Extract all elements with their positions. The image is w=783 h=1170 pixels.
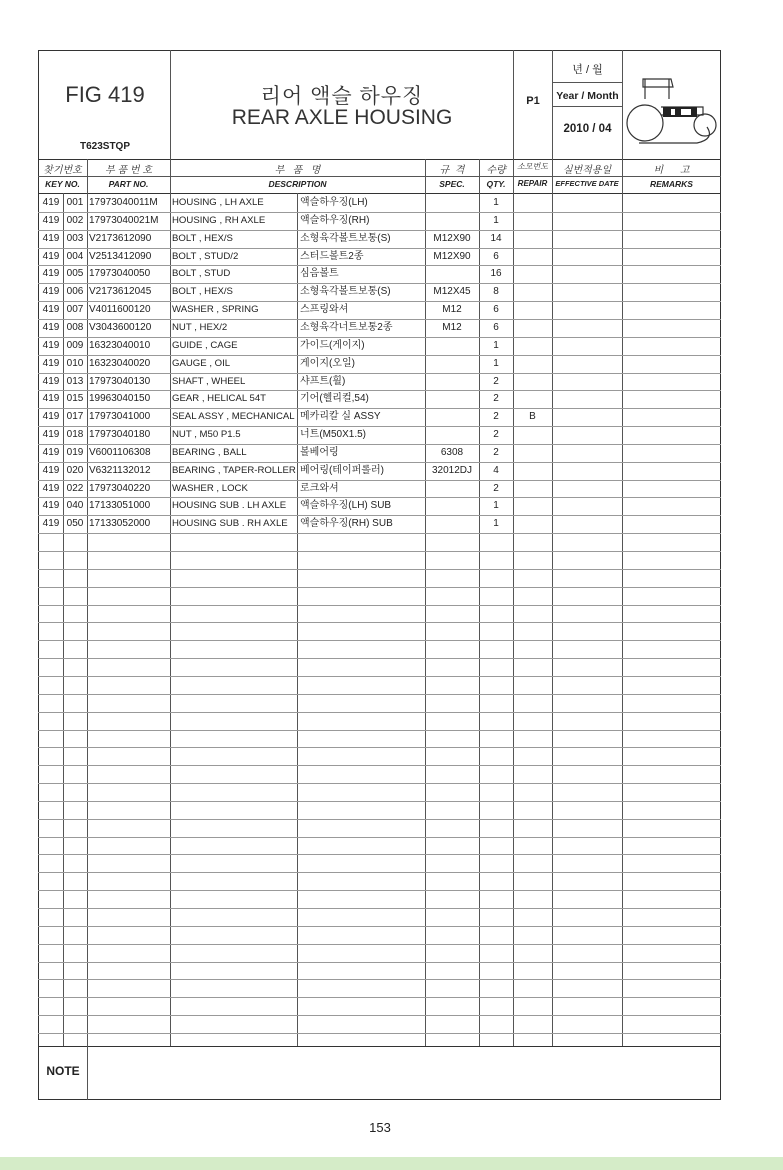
cell-repair bbox=[513, 248, 552, 266]
cell-repair bbox=[513, 373, 552, 391]
cell-key-no: 019 bbox=[66, 447, 84, 458]
cell-spec: M12 bbox=[442, 304, 462, 315]
col-line bbox=[552, 50, 553, 1046]
cell-key-no: 022 bbox=[66, 483, 84, 494]
row-rule bbox=[38, 979, 721, 980]
year-month-value: 2010 / 04 bbox=[563, 123, 612, 135]
cell-part-no: 16323040010 bbox=[89, 340, 151, 351]
header-eff-ko: 실번적용일 bbox=[562, 165, 612, 176]
header-spec-en: SPEC. bbox=[439, 179, 465, 189]
year-month-label: Year / Month bbox=[556, 90, 619, 102]
cell-qty: 6 bbox=[493, 322, 499, 333]
cell-part-no: V2173612045 bbox=[89, 286, 152, 297]
cell-spec bbox=[425, 408, 479, 426]
row-rule bbox=[38, 622, 721, 623]
cell-spec: 6308 bbox=[440, 447, 464, 458]
cell-desc-en: HOUSING SUB . LH AXLE bbox=[172, 500, 287, 511]
cell-repair bbox=[513, 444, 552, 462]
cell-desc-ko: 소형육각너트보통2종 bbox=[300, 322, 393, 333]
cell-spec: M12X90 bbox=[433, 251, 471, 262]
cell-key-no: 007 bbox=[66, 304, 84, 315]
cell-part-no: 17973040050 bbox=[89, 268, 151, 279]
row-rule bbox=[38, 926, 721, 927]
cell-desc-ko: 스프링와셔 bbox=[300, 304, 349, 315]
cell-desc-en: HOUSING , RH AXLE bbox=[172, 215, 266, 226]
cell-desc-en: WASHER , LOCK bbox=[172, 483, 248, 494]
cell-spec bbox=[425, 426, 479, 444]
cell-key-no: 001 bbox=[66, 197, 84, 208]
cell-fig: 419 bbox=[42, 429, 60, 440]
cell-part-no: 17973040130 bbox=[89, 376, 151, 387]
cell-desc-ko: 베어링(테이퍼롤러) bbox=[300, 465, 384, 476]
cell-key-no: 050 bbox=[66, 518, 84, 529]
cell-spec: M12X90 bbox=[433, 233, 471, 244]
cell-qty: 2 bbox=[493, 411, 499, 422]
cell-desc-en: BOLT , STUD bbox=[172, 268, 231, 279]
cell-repair: B bbox=[529, 411, 536, 422]
cell-qty: 2 bbox=[493, 429, 499, 440]
cell-fig: 419 bbox=[42, 268, 60, 279]
cell-repair bbox=[513, 265, 552, 283]
cell-qty: 6 bbox=[493, 304, 499, 315]
page-number: 153 bbox=[369, 1120, 391, 1135]
cell-fig: 419 bbox=[42, 393, 60, 404]
header-part-en: PART NO. bbox=[108, 179, 149, 189]
cell-repair bbox=[513, 212, 552, 230]
row-rule bbox=[38, 694, 721, 695]
cell-fig: 419 bbox=[42, 411, 60, 422]
row-rule bbox=[38, 712, 721, 713]
cell-desc-ko: 소형육각볼트보통(S) bbox=[300, 286, 391, 297]
cell-key-no: 020 bbox=[66, 465, 84, 476]
cell-desc-en: GAUGE , OIL bbox=[172, 358, 231, 369]
row-rule bbox=[38, 854, 721, 855]
cell-part-no: 17973040180 bbox=[89, 429, 151, 440]
cell-key-no: 017 bbox=[66, 411, 84, 422]
note-label: NOTE bbox=[46, 1064, 80, 1078]
cell-desc-ko: 게이지(오일) bbox=[300, 358, 355, 369]
cell-qty: 2 bbox=[493, 376, 499, 387]
cell-repair bbox=[513, 480, 552, 498]
row-rule bbox=[38, 765, 721, 766]
cell-key-no: 013 bbox=[66, 376, 84, 387]
row-rule bbox=[38, 962, 721, 963]
header-spec-ko: 규 격 bbox=[439, 165, 465, 176]
header-qty-ko: 수량 bbox=[486, 165, 506, 176]
bottom-bar bbox=[0, 1157, 783, 1170]
cell-key-no: 015 bbox=[66, 393, 84, 404]
row-rule bbox=[38, 730, 721, 731]
cell-part-no: 16323040020 bbox=[89, 358, 151, 369]
header-repair-ko: 소모번도 bbox=[517, 162, 548, 171]
year-month-korean: 년 / 월 bbox=[572, 64, 603, 76]
cell-repair bbox=[513, 497, 552, 515]
cell-part-no: 17973040220 bbox=[89, 483, 151, 494]
cell-desc-ko: 심음볼트 bbox=[300, 268, 339, 279]
cell-desc-en: SHAFT , WHEEL bbox=[172, 376, 246, 387]
figure-number: FIG 419 bbox=[65, 82, 145, 107]
cell-spec bbox=[425, 373, 479, 391]
cell-spec bbox=[425, 194, 479, 212]
row-rule bbox=[38, 747, 721, 748]
cell-part-no: V6321132012 bbox=[89, 465, 151, 476]
cell-repair bbox=[513, 194, 552, 212]
row-rule bbox=[38, 801, 721, 802]
header-key-en: KEY NO. bbox=[45, 179, 80, 189]
cell-desc-en: HOUSING , LH AXLE bbox=[172, 197, 264, 208]
col-line bbox=[297, 193, 298, 1046]
cell-desc-en: NUT , M50 P1.5 bbox=[172, 429, 241, 440]
ym-divider-1 bbox=[553, 82, 622, 83]
header-desc-en: DESCRIPTION bbox=[268, 179, 327, 189]
cell-desc-en: BEARING , TAPER-ROLLER bbox=[172, 465, 296, 476]
cell-spec bbox=[425, 480, 479, 498]
cell-repair bbox=[513, 301, 552, 319]
cell-repair bbox=[513, 319, 552, 337]
row-rule bbox=[38, 587, 721, 588]
cell-repair bbox=[513, 337, 552, 355]
cell-desc-ko: 가이드(게이지) bbox=[300, 340, 365, 351]
cell-key-no: 004 bbox=[66, 251, 84, 262]
cell-fig: 419 bbox=[42, 500, 60, 511]
cell-repair bbox=[513, 515, 552, 533]
cell-part-no: 17973040021M bbox=[89, 215, 159, 226]
cell-spec bbox=[425, 515, 479, 533]
cell-fig: 419 bbox=[42, 358, 60, 369]
cell-desc-en: BOLT , HEX/S bbox=[172, 286, 233, 297]
cell-qty: 2 bbox=[493, 447, 499, 458]
cell-fig: 419 bbox=[42, 340, 60, 351]
cell-part-no: 19963040150 bbox=[89, 393, 151, 404]
cell-qty: 2 bbox=[493, 483, 499, 494]
cell-qty: 1 bbox=[493, 518, 499, 529]
row-rule bbox=[38, 533, 721, 534]
cell-qty: 14 bbox=[490, 233, 502, 244]
cell-repair bbox=[513, 230, 552, 248]
row-rule bbox=[38, 819, 721, 820]
cell-spec bbox=[425, 265, 479, 283]
cell-desc-en: GEAR , HELICAL 54T bbox=[172, 393, 267, 404]
cell-key-no: 002 bbox=[66, 215, 84, 226]
header-key-ko: 찾기번호 bbox=[43, 165, 82, 176]
cell-spec bbox=[425, 212, 479, 230]
cell-desc-ko: 로크와셔 bbox=[300, 483, 339, 494]
cell-key-no: 005 bbox=[66, 268, 84, 279]
cell-desc-en: BOLT , HEX/S bbox=[172, 233, 233, 244]
page-code: P1 bbox=[526, 95, 540, 107]
row-rule bbox=[38, 1015, 721, 1016]
cell-qty: 4 bbox=[493, 465, 499, 476]
cell-desc-ko: 메카리칼 실 ASSY bbox=[300, 411, 381, 422]
cell-repair bbox=[513, 355, 552, 373]
row-rule bbox=[38, 605, 721, 606]
cell-fig: 419 bbox=[42, 233, 60, 244]
cell-part-no: V4011600120 bbox=[89, 304, 151, 315]
cell-fig: 419 bbox=[42, 447, 60, 458]
header-remarks-en: REMARKS bbox=[650, 179, 693, 189]
cell-repair bbox=[513, 283, 552, 301]
cell-spec: M12X45 bbox=[433, 286, 471, 297]
cell-qty: 1 bbox=[493, 197, 499, 208]
cell-fig: 419 bbox=[42, 465, 60, 476]
cell-repair bbox=[513, 390, 552, 408]
cell-key-no: 010 bbox=[66, 358, 84, 369]
cell-desc-ko: 액슬하우징(LH) bbox=[300, 197, 368, 208]
col-line bbox=[87, 159, 88, 1046]
cell-repair bbox=[513, 462, 552, 480]
title-korean: 리어 액슬 하우징 bbox=[260, 85, 424, 108]
cell-part-no: 17973040011M bbox=[89, 197, 158, 208]
note-divider bbox=[38, 1046, 721, 1047]
cell-fig: 419 bbox=[42, 286, 60, 297]
title-english: REAR AXLE HOUSING bbox=[231, 106, 453, 129]
header-repair-en: REPAIR bbox=[517, 179, 548, 188]
cell-part-no: 17133051000 bbox=[89, 500, 151, 511]
header-divider-mid bbox=[38, 176, 721, 177]
row-rule bbox=[38, 676, 721, 677]
cell-part-no: V2173612090 bbox=[89, 233, 152, 244]
cell-fig: 419 bbox=[42, 215, 60, 226]
cell-fig: 419 bbox=[42, 197, 60, 208]
cell-qty: 2 bbox=[493, 393, 499, 404]
cell-desc-en: WASHER , SPRING bbox=[172, 304, 259, 315]
cell-desc-ko: 액슬하우징(RH) bbox=[300, 215, 370, 226]
cell-desc-ko: 기어(헬리컬,54) bbox=[300, 393, 369, 404]
row-rule bbox=[38, 658, 721, 659]
cell-qty: 6 bbox=[493, 251, 499, 262]
row-rule bbox=[38, 908, 721, 909]
header-divider bbox=[38, 159, 721, 160]
cell-fig: 419 bbox=[42, 483, 60, 494]
model-code: T623STQP bbox=[79, 141, 131, 152]
header-qty-en: QTY. bbox=[486, 179, 506, 189]
col-line bbox=[622, 50, 623, 1046]
row-rule bbox=[38, 569, 721, 570]
ym-divider-2 bbox=[553, 106, 622, 107]
cell-key-no: 008 bbox=[66, 322, 84, 333]
row-rule bbox=[38, 872, 721, 873]
cell-qty: 8 bbox=[493, 286, 499, 297]
cell-repair bbox=[513, 426, 552, 444]
cell-desc-en: BEARING , BALL bbox=[172, 447, 247, 458]
cell-desc-en: SEAL ASSY , MECHANICAL bbox=[172, 411, 295, 422]
cell-spec: 32012DJ bbox=[431, 465, 473, 476]
cell-fig: 419 bbox=[42, 518, 60, 529]
cell-part-no: V3043600120 bbox=[89, 322, 152, 333]
tractor-illustration-icon bbox=[625, 65, 719, 147]
cell-desc-ko: 액슬하우징(RH) SUB bbox=[300, 518, 393, 529]
cell-fig: 419 bbox=[42, 251, 60, 262]
row-rule bbox=[38, 944, 721, 945]
row-rule bbox=[38, 1033, 721, 1034]
cell-part-no: 17973041000 bbox=[89, 411, 151, 422]
cell-desc-en: HOUSING SUB . RH AXLE bbox=[172, 518, 288, 529]
cell-desc-ko: 샤프트(휠) bbox=[300, 376, 346, 387]
cell-key-no: 009 bbox=[66, 340, 84, 351]
col-line bbox=[170, 50, 171, 1046]
header-part-ko: 부 품 번 호 bbox=[105, 165, 152, 176]
cell-qty: 1 bbox=[493, 500, 499, 511]
cell-desc-en: BOLT , STUD/2 bbox=[172, 251, 239, 262]
cell-qty: 1 bbox=[493, 340, 499, 351]
cell-fig: 419 bbox=[42, 376, 60, 387]
cell-fig: 419 bbox=[42, 322, 60, 333]
cell-part-no: 17133052000 bbox=[89, 518, 151, 529]
cell-spec bbox=[425, 355, 479, 373]
cell-key-no: 006 bbox=[66, 286, 84, 297]
cell-fig: 419 bbox=[42, 304, 60, 315]
cell-part-no: V6001106308 bbox=[89, 447, 151, 458]
cell-spec bbox=[425, 390, 479, 408]
row-rule bbox=[38, 997, 721, 998]
cell-desc-ko: 스터드볼트2종 bbox=[300, 251, 364, 262]
cell-key-no: 040 bbox=[66, 500, 84, 511]
cell-spec bbox=[425, 337, 479, 355]
header-eff-en: EFFECTIVE DATE bbox=[555, 179, 619, 188]
cell-qty: 16 bbox=[490, 268, 502, 279]
row-rule bbox=[38, 551, 721, 552]
cell-desc-ko: 소형육각볼트보통(S) bbox=[300, 233, 391, 244]
header-desc-ko: 부 품 명 bbox=[274, 165, 321, 176]
row-rule bbox=[38, 837, 721, 838]
cell-key-no: 003 bbox=[66, 233, 84, 244]
cell-desc-ko: 볼베어링 bbox=[300, 447, 339, 458]
note-line bbox=[87, 1046, 88, 1100]
cell-desc-ko: 액슬하우징(LH) SUB bbox=[300, 500, 392, 511]
cell-qty: 1 bbox=[493, 358, 499, 369]
cell-desc-ko: 너트(M50X1.5) bbox=[300, 429, 367, 440]
cell-spec bbox=[425, 497, 479, 515]
cell-desc-en: NUT , HEX/2 bbox=[172, 322, 228, 333]
cell-part-no: V2513412090 bbox=[89, 251, 152, 262]
cell-spec: M12 bbox=[442, 322, 462, 333]
cell-qty: 1 bbox=[493, 215, 499, 226]
cell-desc-en: GUIDE , CAGE bbox=[172, 340, 238, 351]
header-remarks-ko: 비 고 bbox=[653, 165, 690, 176]
row-rule bbox=[38, 890, 721, 891]
cell-key-no: 018 bbox=[66, 429, 84, 440]
row-rule bbox=[38, 640, 721, 641]
row-rule bbox=[38, 783, 721, 784]
